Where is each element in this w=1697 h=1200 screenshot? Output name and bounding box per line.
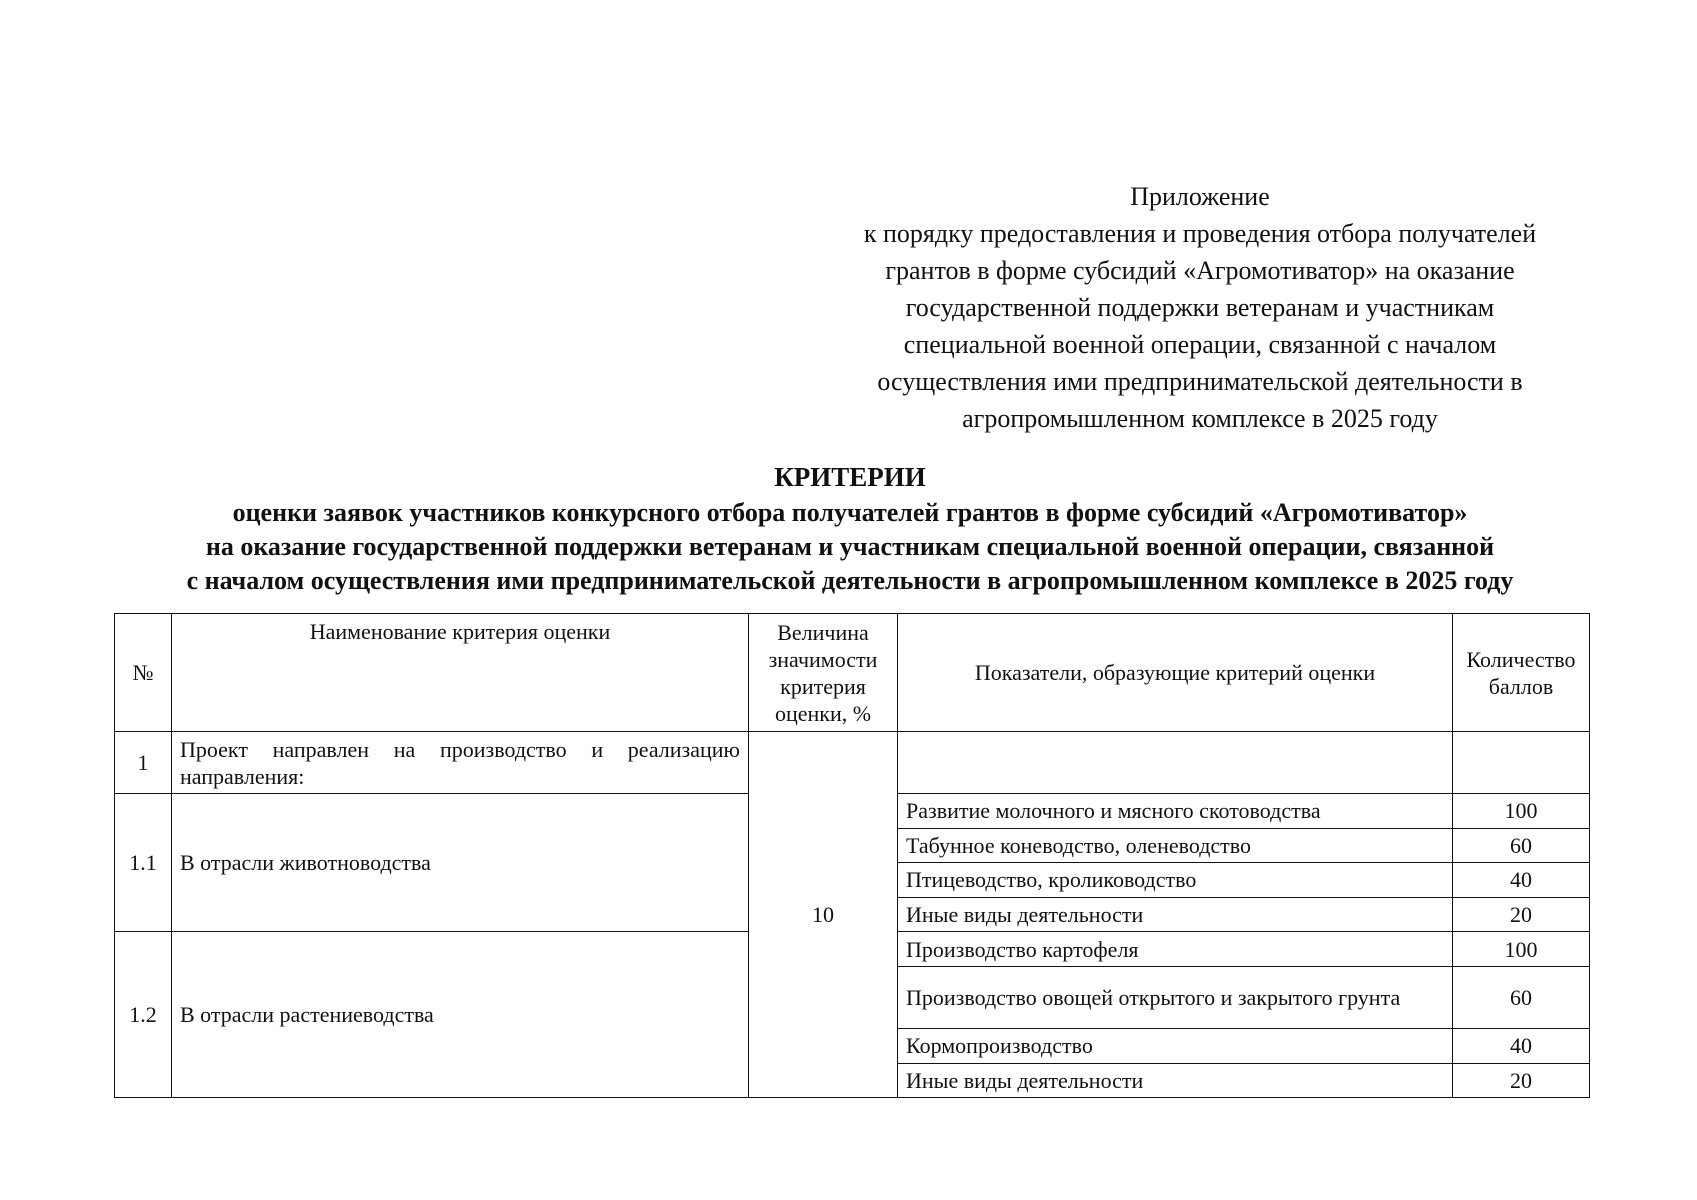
appendix-block [800, 178, 1600, 437]
appendix-line: государственной поддержки ветеранам и участникам [905, 293, 1495, 322]
indicator-points: 20 [1453, 897, 1590, 932]
header-indicators: Показатели, образующие критерий оценки [898, 614, 1453, 732]
header-num: № [115, 614, 172, 732]
criterion-name: В отрасли растениеводства [172, 932, 749, 1098]
row-num: 1 [115, 732, 172, 794]
criterion-name: В отрасли животноводства [172, 794, 749, 932]
indicator-points: 20 [1453, 1063, 1590, 1098]
points-empty [1453, 732, 1590, 794]
heading-line: на оказание государственной поддержки ветеранам и участникам специальной военной операции, связанной [205, 532, 1495, 561]
indicator-empty [898, 732, 1453, 794]
criteria-table [114, 613, 1590, 1098]
indicator-label: Табунное коневодство, оленеводство [898, 828, 1453, 863]
indicator-points: 60 [1453, 828, 1590, 863]
header-points: Количество баллов [1453, 614, 1590, 732]
table-row [115, 732, 1590, 794]
indicator-points: 40 [1453, 1028, 1590, 1063]
heading-line: с началом осуществления ими предпринимательской деятельности в агропромышленном комплексе в 2025 году [186, 566, 1514, 595]
header-name: Наименование критерия оценки [172, 614, 749, 732]
heading-line: оценки заявок участников конкурсного отбора получателей грантов в форме субсидий «Агромотиватор» [232, 498, 1468, 527]
indicator-label: Развитие молочного и мясного скотоводства [898, 794, 1453, 829]
heading-title: КРИТЕРИИ [774, 462, 926, 492]
header-weight: Величина значимости критерия оценки, % [749, 614, 898, 732]
document-heading [100, 460, 1600, 598]
appendix-title: Приложение [1130, 182, 1270, 211]
criterion-name: Проект направлен на производство и реализацию направления: [172, 732, 749, 794]
row-num: 1.2 [115, 932, 172, 1098]
appendix-line: агропромышленном комплексе в 2025 году [962, 404, 1438, 433]
indicator-points: 40 [1453, 863, 1590, 898]
indicator-label: Иные виды деятельности [898, 897, 1453, 932]
appendix-line: к порядку предоставления и проведения отбора получателей [863, 219, 1537, 248]
indicator-points: 60 [1453, 966, 1590, 1028]
indicator-points: 100 [1453, 932, 1590, 967]
indicator-label: Производство картофеля [898, 932, 1453, 967]
row-num: 1.1 [115, 794, 172, 932]
appendix-line: специальной военной операции, связанной с началом [903, 330, 1497, 359]
table-header-row [115, 614, 1590, 732]
indicator-points: 100 [1453, 794, 1590, 829]
appendix-line: осуществления ими предпринимательской деятельности в [877, 367, 1523, 396]
appendix-line: грантов в форме субсидий «Агромотиватор» на оказание [885, 256, 1515, 285]
indicator-label: Птицеводство, кролиководство [898, 863, 1453, 898]
indicator-label: Производство овощей открытого и закрытого грунта [898, 966, 1453, 1028]
indicator-label: Кормопроизводство [898, 1028, 1453, 1063]
weight-value: 10 [749, 732, 898, 1098]
indicator-label: Иные виды деятельности [898, 1063, 1453, 1098]
